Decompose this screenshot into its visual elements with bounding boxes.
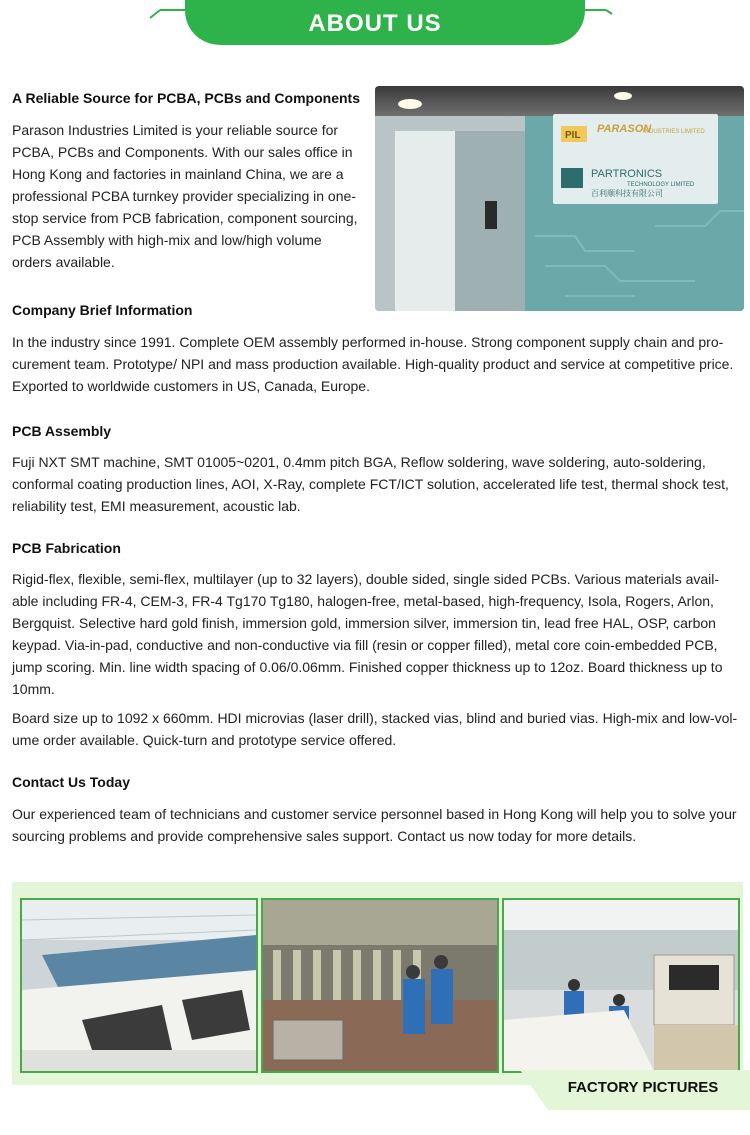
factory-photo-reflow [20,898,258,1073]
sign-parason-sub: INDUSTRIES LIMITED [643,129,705,135]
factory-pictures-label: FACTORY PICTURES [567,1079,719,1096]
sign-parason: PARASON [597,123,652,135]
sign-pil: PIL [565,130,581,141]
pcb-assembly-text: Fuji NXT SMT machine, SMT 01005~0201, 0.4mm pitch BGA, Reflow soldering, wave soldering, auto-soldering, conformal coating production lines, AOI, X-Ray, complete FCT/ICT solution, accelerated life test, thermal shock test, reliability test, EMI measurement, acoustic lab. [12,454,729,514]
company-brief-text: In the industry since 1991. Complete OEM assembly performed in-house. Strong component supply chain and pro-curement team. Prototype/ NPI and mass production available. High-quality product and service at competitive price. Exported to worldwide customers in US, Canada, Europe. [12,334,734,394]
pcb-fabrication-text-1: Rigid-flex, flexible, semi-flex, multilayer (up to 32 layers), double sided, single sided PCBs. Various materials avail-able including FR-4, CEM-3, FR-4 Tg170 Tg180, halogen-free, metal-based, high-frequency, Isola, Rogers, Arlon, Bergquist. Selective hard gold finish, immersion gold, immersion silver, immersion tin, lead free HAL, OSP, carbon keypad. Via-in-pad, conductive and non-conductive via fill (resin or copper filled), metal core coin-embedded PCB, jump scoring. Min. line width spacing of 0.06/0.06mm. Finished copper thickness up to 12oz. Board thickness up to 10mm. [12,571,723,697]
intro-text: Parason Industries Limited is your reliable source for PCBA, PCBs and Components. With our sales office in Hong Kong and factories in mainland China, we are a professional PCBA turnkey provider specializing in one-stop service from PCB fabrication, component sourcing, PCB Assembly with high-mix and low/high volume orders available. [12,122,358,270]
sign-partronics-sub: TECHNOLOGY LIMITED [627,182,695,188]
about-us-banner [0,0,750,60]
sign-partronics-cn: 百利顺科技有限公司 [591,189,663,198]
pcb-fabrication-text-2: Board size up to 1092 x 660mm. HDI microvias (laser drill), stacked vias, blind and buried vias. High-mix and low-vol-ume order available. Quick-turn and prototype service offered. [12,710,738,748]
pcb-fabrication-heading: PCB Fabrication [12,540,121,556]
contact-heading: Contact Us Today [12,774,130,790]
company-brief-heading: Company Brief Information [12,302,193,318]
page-title: ABOUT US [308,10,442,37]
pcb-assembly-heading: PCB Assembly [12,423,112,439]
office-reception-photo [375,86,744,311]
factory-photo-inspection [502,898,740,1073]
intro-heading: A Reliable Source for PCBA, PCBs and Components [12,90,360,106]
sign-partronics: PARTRONICS [591,168,663,180]
contact-text: Our experienced team of technicians and customer service personnel based in Hong Kong will help you to solve your sourcing problems and provide comprehensive sales support. Contact us now today for more details. [12,806,737,844]
factory-photo-plating-line [261,898,499,1073]
